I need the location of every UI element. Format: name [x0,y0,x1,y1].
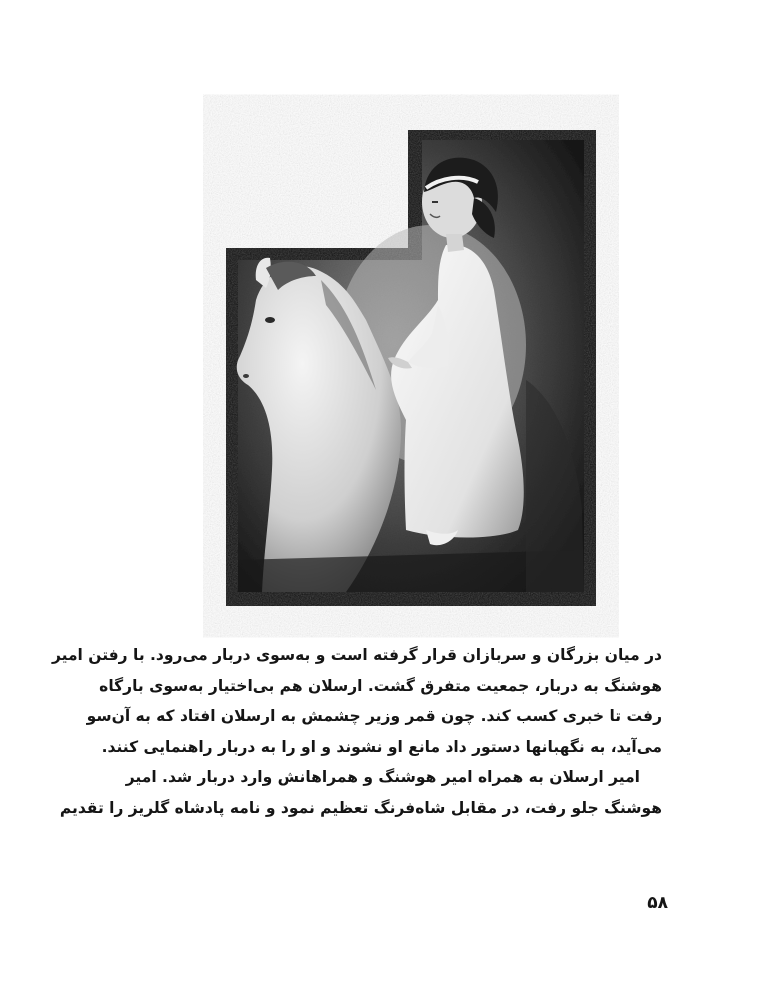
body-paragraph [51,640,662,823]
horse-rider-painting-icon [226,130,596,606]
text-line: هوشنگ به دربار، جمعیت متفرق گشت. ارسلان هم بی‌اختیار به‌سوی بارگاه [99,676,662,695]
text-line: می‌آید، به نگهبانها دستور داد مانع او نشوند و او را به دربار راهنمایی کنند. [101,737,662,756]
text-line: هوشنگ جلو رفت، در مقابل شاه‌فرنگ تعظیم نمود و نامه پادشاه گلریز را تقدیم [59,798,662,817]
text-line: امیر ارسلان به همراه امیر هوشنگ و همراهانش وارد دربار شد. امیر [125,768,640,786]
text-line: رفت تا خبری کسب کند. چون قمر وزیر چشمش به ارسلان افتاد که به آن‌سو [86,707,662,725]
illustration-horse-rider [226,130,596,606]
text-line: در میان بزرگان و سربازان قرار گرفته است و به‌سوی دربار می‌رود. با رفتن امیر [51,646,662,664]
page-number: ۵۸ [647,893,668,913]
